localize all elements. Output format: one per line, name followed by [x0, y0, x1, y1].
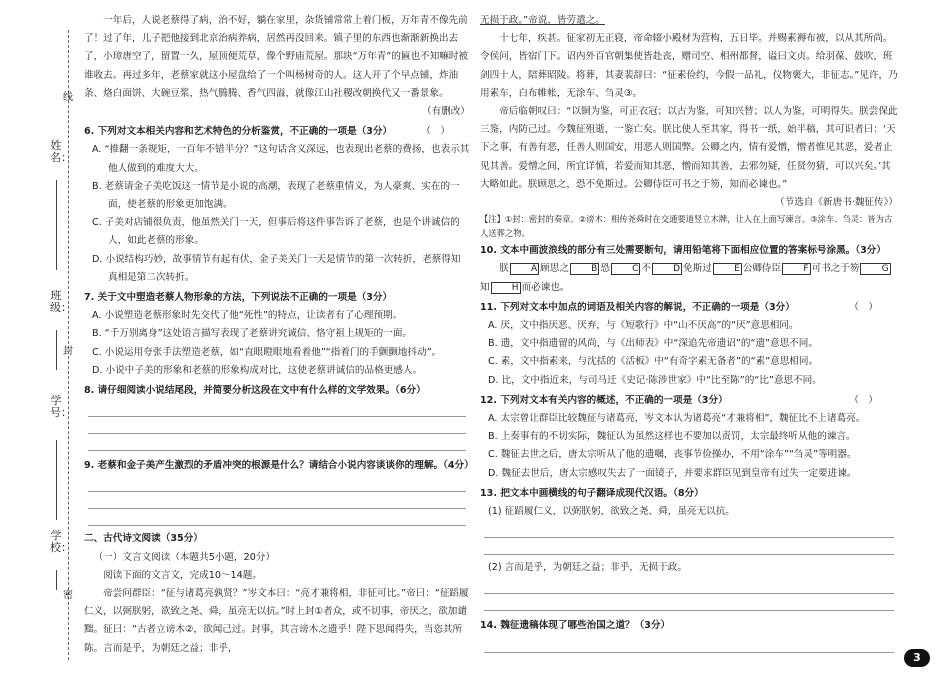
classical-text-continued: 无损于政。”帝说，皆劳遣之。 [480, 15, 605, 26]
id-label: 学号： [50, 394, 72, 419]
question-11: 11. 下列对文本中加点的词语及相关内容的解说，不正确的一项是（3分） （ ） [480, 299, 898, 317]
section-2-heading: 二、古代诗文阅读（35分） [84, 533, 203, 545]
break-option-e[interactable]: E [713, 263, 742, 275]
annotation-note: 【注】①封：密封的奏章。②谤木：相传尧舜时在交通要道竖立木牌，让人在上面写谏言。③涂车、刍灵：皆为古人送葬之物。 [480, 214, 893, 239]
class-label: 班级： [50, 289, 72, 314]
tear-mark: 密 [63, 590, 73, 601]
q10-segmentation-options: 朕 A 顾思之 B 恐 C 不 D 免斯过 E 公卿侍臣 F 可书之于笏 G知 H 而必谏也。 [480, 263, 889, 293]
break-option-b[interactable]: B [570, 263, 599, 275]
classical-text-part-1: 帝尝问群臣：“征与诸葛亮孰贤？”岑文本曰：“亮才兼将相，非征可比。”帝曰：“征蹈履仁义，以弼朕躬，欲致之尧、舜，虽亮无以抗。”时上封①者众，或不切事，帝厌之，欲加谴黜。征曰：“古者立谤木②，欲闻己过。封事，其言谤木之遗乎！陛下思闻得失，当恣其所陈。言而是乎，为朝廷之益；非乎， [84, 588, 469, 654]
break-option-g[interactable]: G [860, 263, 890, 275]
q12-option-a: A. 太宗曾让群臣比较魏征与诸葛亮，岑文本认为诸葛亮“才兼将相”，魏征比不上诸葛亮。 [488, 413, 866, 425]
break-option-h[interactable]: H [491, 282, 521, 294]
q13-sentence-2: (2) 言而是乎，为朝廷之益；非乎，无损于政。 [488, 562, 687, 574]
break-option-f[interactable]: F [782, 263, 810, 275]
break-option-c[interactable]: C [611, 263, 640, 275]
classical-text-part-3: 帝后临朝叹曰：“以铜为鉴，可正衣冠；以古为鉴，可知兴替；以人为鉴，可明得失。朕尝保此三鉴，内防己过。今魏征殂逝，一鉴亡矣。朕比使人至其家，得书一纸，始半稿，其可识者曰：‘天下之事，有善有恶，任善人则国安，用恶人则国弊。公卿之内，情有爱憎，憎者惟见其恶，爱者止见其善。爱憎之间，所宜详慎，若爱而知其恶，憎而知其善，去邪勿疑，任贤勿猜，可以兴矣。’其大略如此。朕顾思之，恐不免斯过。公卿侍臣可书之于笏，知而必谏也。” [480, 106, 898, 190]
answer-line[interactable] [484, 636, 894, 653]
answer-paren-12[interactable]: （ ） [849, 394, 878, 406]
question-12: 12. 下列对文本有关内容的概述，不正确的一项是（3分） （ ） [480, 392, 898, 410]
school-blank [56, 570, 57, 590]
q6-option-a: A. “推翻一条规矩，一百年不错半分？”这句话含义深远，也表现出老蔡的费扬，也表示其他人做到的难度大大。 [92, 144, 470, 174]
answer-line[interactable] [88, 475, 466, 492]
text-source: （节选自《新唐书·魏征传》） [775, 197, 898, 209]
binding-margin [0, 0, 80, 673]
answer-line[interactable] [88, 417, 466, 434]
answer-line[interactable] [484, 594, 894, 611]
q7-option-c: C. 小说运用夸张手法塑造老蔡，如“直眼瞪眼地看着他”“指着门的手颤颤地抖动”。 [92, 346, 442, 358]
name-blank [56, 180, 57, 270]
q6-option-c: C. 子美对店铺很负责，他虽然关门一天，但事后将这件事告诉了老蔡，也是个讲诚信的人，如此老蔡的形象。 [92, 217, 460, 247]
answer-line[interactable] [484, 577, 894, 594]
story-ending-paragraph: 一年后，人说老蔡得了病，治不好，躺在家里，杂货铺常常上着门板，万年青不像先前了！过了年，儿子把他接到北京治病养病，居然再没回来。镇子里的东西也渐渐新换出去了，小璋唐空了，留置一久，屋顶便荒草，像个野庙荒屋。那块“万年青”的匾也不知嘛时被谁收去。再过多年，老蔡家就这小屋盘给了一个叫杨树奇的人。这人开了个早点铺，炸油条、烙白面饼、大碗豆浆，热气腾腾、香气四溢，就像江山社稷改朝换代又一番景象。 [84, 15, 469, 99]
question-14: 14. 魏征遗稿体现了哪些治国之道？（3分） [480, 620, 671, 632]
question-8: 8. 请仔细阅读小说结尾段，并简要分析这段在文中有什么样的文学效果。（6分） [84, 385, 426, 397]
seal-mark: 封 [63, 346, 73, 357]
question-10: 10. 文本中画波浪线的部分有三处需要断句，请用铅笔将下面相应位置的答案标号涂黑。（3分） [480, 245, 886, 257]
q12-option-b: B. 上奏事有的不切实际，魏征认为虽然这样也不要加以责罚，太宗最终听从他的谏言。 [488, 431, 856, 443]
q13-sentence-1: (1) 征蹈履仁义，以弼朕躬，欲致之尧、舜，虽亮无以抗。 [488, 506, 735, 518]
source-note: （有删改） [422, 106, 470, 118]
q12-option-d: D. 魏征去世后，唐太宗感叹失去了一面镜子，并要求群臣见到皇帝有过失一定要进谏。 [488, 467, 857, 479]
school-label: 学校： [50, 529, 72, 554]
q11-option-c: C. 素，文中指素来，与沈括的《活板》中“有奇字素无备者”的“素”意思相同。 [488, 356, 819, 368]
reading-instruction: 阅读下面的文言文，完成10～14题。 [103, 569, 262, 581]
page-number: 3 [904, 649, 930, 667]
answer-line[interactable] [88, 400, 466, 417]
answer-line[interactable] [88, 509, 466, 526]
q12-option-c: C. 魏征去世之后，唐太宗听从了他的遗嘱，丧事节俭操办，不用“涂车”“刍灵”等明器。 [488, 449, 857, 461]
question-9: 9. 老蔡和金子美产生激烈的矛盾冲突的根源是什么？请结合小说内容谈谈你的理解。（4分） [84, 460, 474, 472]
subsection-heading: （一）文言文阅读（本题共5小题，20分） [93, 551, 275, 563]
answer-line[interactable] [88, 492, 466, 509]
break-option-d[interactable]: D [652, 263, 682, 275]
answer-line[interactable] [484, 521, 894, 538]
question-7: 7. 关于文中塑造老蔡人物形象的方法，下列说法不正确的一项是（3分） [84, 292, 393, 304]
q7-option-a: A. 小说塑造老蔡形象时先交代了他“死性”的特点，让读者有了心理预期。 [92, 310, 403, 322]
break-option-a[interactable]: A [510, 263, 539, 275]
q6-option-d: D. 小说结构巧妙，故事情节有起有伏，金子美关门一天是情节的第一次转折，老蔡得知真相是第二次转折。 [92, 253, 461, 283]
q11-option-b: B. 遗，文中指遗留的风尚，与《出师表》中“深追先帝遗诏”的“遗”意思不同。 [488, 338, 818, 350]
classical-text-part-2: 十七年，疾甚。征家初无正寝，帝命辍小殿材为营构，五日毕。并赐素褥布被，以从其所尚。令侯问，皆宿门下。诏内外百官朝集使皆赴丧，赠司空、相州都督，谥曰文贞。给羽葆、鼓吹，班剑四十人，陪葬昭陵。将葬，其妻裴辞曰：“征素俭约，今假一品礼，仪物褒大，非征志。”见许，乃用素车，白布帷帐，无涂车、刍灵③。 [480, 33, 898, 99]
q7-option-b: B. “千万别离身”这处语言描写表现了老蔡讲究诚信、恪守祖上规矩的一面。 [92, 328, 413, 340]
answer-line[interactable] [88, 434, 466, 451]
q11-option-d: D. 比，文中指近来，与司马迁《史记·陈涉世家》中“比至陈”的“比”意思不同。 [488, 374, 822, 386]
answer-paren-11[interactable]: （ ） [849, 301, 878, 313]
left-column [84, 12, 474, 658]
question-13: 13. 把文本中画横线的句子翻译成现代汉语。（8分） [480, 487, 704, 499]
answer-paren-6[interactable]: （ ） [421, 126, 450, 138]
question-6: 6. 下列对文本相关内容和艺术特色的分析鉴赏，不正确的一项是（3分） （ ） [84, 123, 470, 141]
right-column [480, 12, 898, 653]
q11-option-a: A. 厌，文中指厌恶、厌弃，与《短歌行》中“山不厌高”的“厌”意思相同。 [488, 320, 799, 332]
q6-option-b: B. 老蔡请金子美吃饭这一情节是小说的高潮，表现了老蔡重情义，为人豪爽、实在的一面，使老蔡的形象更加饱满。 [92, 180, 460, 211]
line-mark: 线 [63, 92, 73, 103]
class-blank [56, 330, 57, 370]
id-blank [56, 440, 57, 520]
q7-option-d: D. 小说中子美的形象和老蔡的形象构成对比，这使老蔡讲诚信的品格更感人。 [92, 364, 423, 376]
tear-line [68, 30, 69, 660]
name-label: 姓名： [50, 139, 72, 164]
answer-line[interactable] [484, 538, 894, 555]
